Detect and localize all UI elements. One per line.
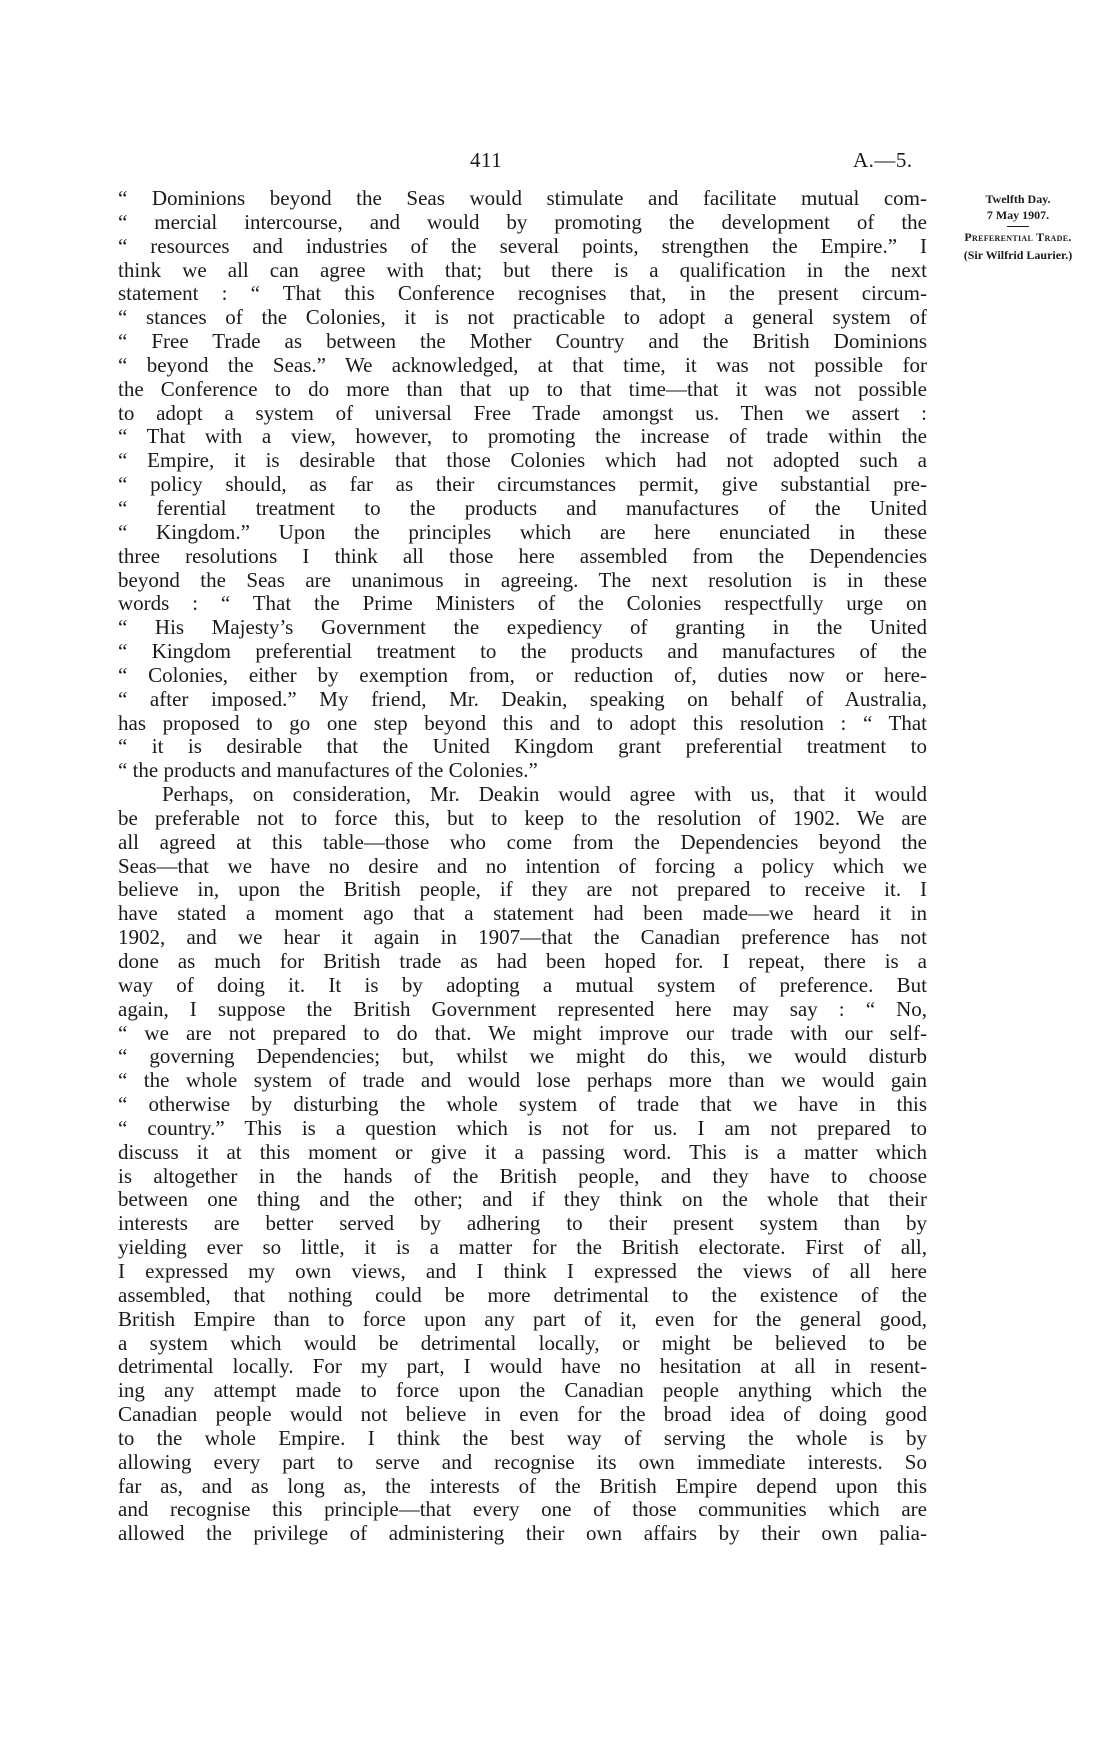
text-line: Seas—that we have no desire and no intention of forcing a policy which we [118,854,927,878]
text-line: British Empire than to force upon any part of it, even for the general good, [118,1307,927,1331]
text-line: “ resources and industries of the several points, strengthen the Empire.” I [118,234,927,258]
text-line: “ His Majesty’s Government the expediency of granting in the United [118,616,927,640]
text-line: to adopt a system of universal Free Trade amongst us. Then we assert : [118,401,927,425]
margin-note-topic: Preferential Trade. [964,230,1072,244]
text-line: be preferable not to force this, but to keep to the resolution of 1902. We are [118,806,927,830]
text-line: “ Kingdom preferential treatment to the products and manufactures of the [118,640,927,664]
text-line: “ Dominions beyond the Seas would stimulate and facilitate mutual com- [118,187,927,210]
text-line: done as much for British trade as had been hoped for. I repeat, there is a [118,950,927,973]
text-line: “ beyond the Seas.” We acknowledged, at that time, it was not possible for [118,353,927,377]
paragraph-end-line: “ the products and manufactures of the Colonies.” [118,759,538,783]
text-line: “ ferential treatment to the products and manufactures of the United [118,496,927,520]
text-line: yielding ever so little, it is a matter for the British electorate. First of all, [118,1236,927,1260]
text-line: a system which would be detrimental locally, or might be believed to be [118,1331,927,1355]
text-line: allowing every part to serve and recognise its own immediate interests. So [118,1450,927,1474]
text-line: “ after imposed.” My friend, Mr. Deakin, speaking on behalf of Australia, [118,687,927,711]
document-reference: A.—5. [853,148,913,172]
text-line: “ policy should, as far as their circumstances permit, give substantial pre- [118,473,927,497]
text-line: words : “ That the Prime Ministers of the Colonies respectfully urge on [118,592,927,616]
text-line: “ Colonies, either by exemption from, or reduction of, duties now or here- [118,663,927,687]
text-line: “ we are not prepared to do that. We might improve our trade with our self- [118,1021,927,1045]
margin-note [948,191,1088,263]
text-line: detrimental locally. For my part, I would have no hesitation at all in resent- [118,1355,927,1379]
text-line: three resolutions I think all those here assembled from the Dependencies [118,544,927,568]
text-line: statement : “ That this Conference recognises that, in the present circum- [118,282,927,306]
text-line: far as, and as long as, the interests of the British Empire depend upon this [118,1474,927,1498]
text-line: discuss it at this moment or give it a passing word. This is a matter which [118,1140,927,1164]
text-line: has proposed to go one step beyond this and to adopt this resolution : “ That [118,711,927,735]
text-line: allowed the privilege of administering their own affairs by their own palia- [118,1522,927,1546]
text-line: Canadian people would not believe in even for the broad idea of doing good [118,1403,927,1427]
body-text [118,187,927,1546]
text-line: and recognise this principle—that every one of those communities which are [118,1498,927,1522]
margin-note-date: 7 May 1907. [986,208,1050,222]
text-line: all agreed at this table—those who come from the Dependencies beyond the [118,830,927,854]
text-line: “ governing Dependencies; but, whilst we might do this, we would disturb [118,1045,927,1069]
text-line: “ Kingdom.” Upon the principles which are here enunciated in these [118,520,927,544]
text-line: between one thing and the other; and if they think on the whole that their [118,1188,927,1212]
margin-note-divider [1007,226,1029,227]
margin-note-speaker: (Sir Wilfrid Laurier.) [963,248,1073,262]
text-line: 1902, and we hear it again in 1907—that the Canadian preference has not [118,926,927,950]
text-line: interests are better served by adhering to their present system than by [118,1212,927,1236]
text-line: “ stances of the Colonies, it is not practicable to adopt a general system of [118,306,927,330]
text-line: ing any attempt made to force upon the Canadian people anything which the [118,1379,927,1403]
margin-note-day: Twelfth Day. [985,192,1051,206]
text-line: believe in, upon the British people, if they are not prepared to receive it. I [118,878,927,902]
text-line: “ the whole system of trade and would lose perhaps more than we would gain [118,1069,927,1093]
text-line: “ That with a view, however, to promoting the increase of trade within the [118,425,927,449]
text-line: way of doing it. It is by adopting a mutual system of preference. But [118,973,927,997]
text-line: “ Free Trade as between the Mother Country and the British Dominions [118,330,927,354]
text-line: again, I suppose the British Government represented here may say : “ No, [118,997,927,1021]
text-line: the Conference to do more than that up to that time—that it was not possible [118,377,927,401]
text-line: “ Empire, it is desirable that those Colonies which had not adopted such a [118,449,927,473]
page-number: 411 [470,148,503,172]
text-line: to the whole Empire. I think the best way of serving the whole is by [118,1426,927,1450]
text-line: think we all can agree with that; but there is a qualification in the next [118,258,927,282]
text-line: “ it is desirable that the United Kingdom grant preferential treatment to [118,735,927,759]
paragraph-start-line: Perhaps, on consideration, Mr. Deakin would agree with us, that it would [162,783,927,807]
text-line: assembled, that nothing could be more detrimental to the existence of the [118,1283,927,1307]
text-line: beyond the Seas are unanimous in agreeing. The next resolution is in these [118,568,927,592]
text-line: is altogether in the hands of the British people, and they have to choose [118,1164,927,1188]
text-line: I expressed my own views, and I think I expressed the views of all here [118,1259,927,1283]
text-line: “ country.” This is a question which is not for us. I am not prepared to [118,1116,927,1140]
text-line: “ otherwise by disturbing the whole system of trade that we have in this [118,1093,927,1117]
text-line: have stated a moment ago that a statement had been made—we heard it in [118,902,927,926]
text-line: “ mercial intercourse, and would by promoting the development of the [118,210,927,234]
